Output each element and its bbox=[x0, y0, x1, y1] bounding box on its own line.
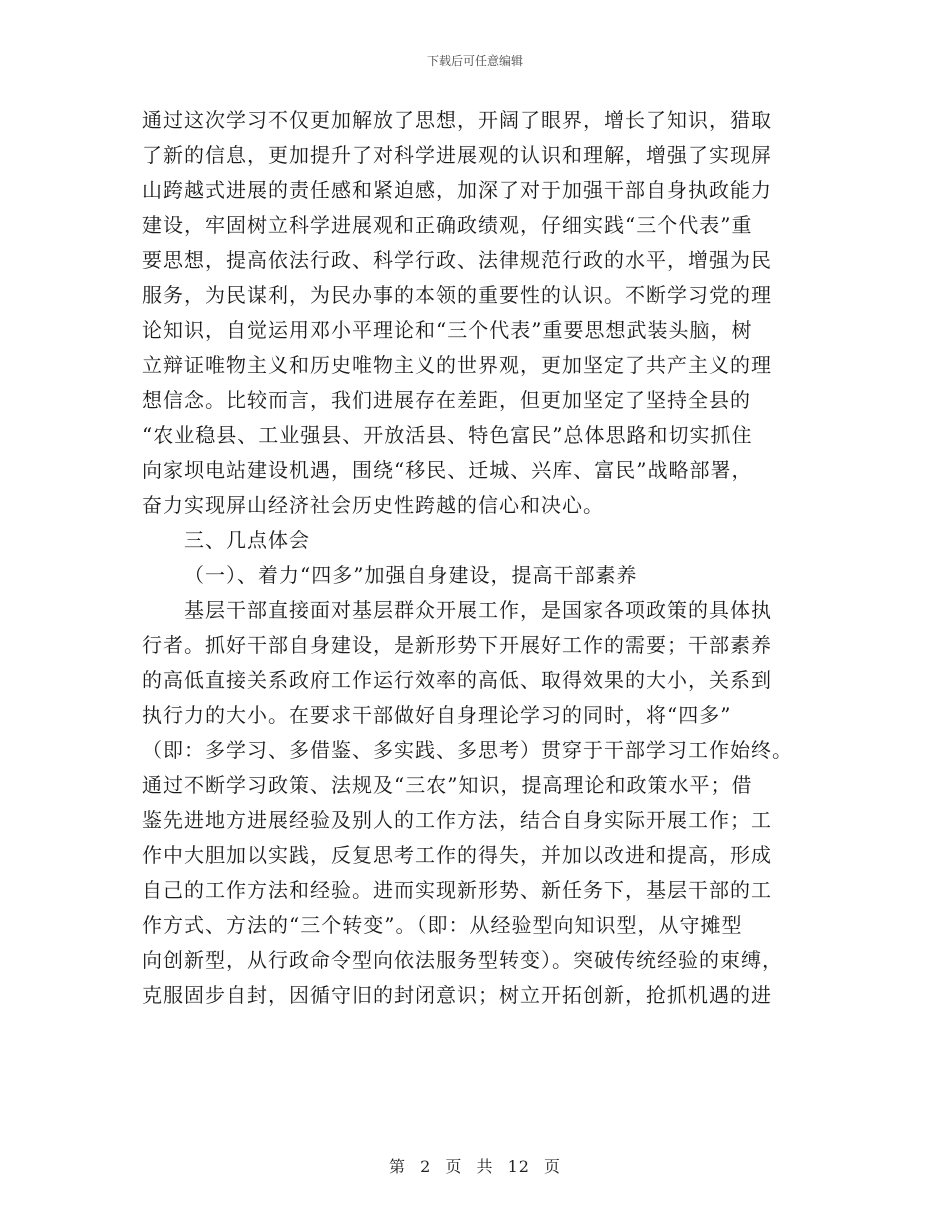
footer-total-label: 共 bbox=[476, 1157, 494, 1176]
paragraph-line: 山跨越式进展的责任感和紧迫感，加深了对于加强干部自身执政能力 bbox=[142, 178, 772, 202]
paragraph-line: 自己的工作方法和经验。进而实现新形势、新任务下，基层干部的工 bbox=[142, 878, 772, 902]
paragraph-line: 论知识，自觉运用邓小平理论和“三个代表”重要思想武装头脑，树 bbox=[142, 318, 753, 342]
paragraph-line: 要思想，提高依法行政、科学行政、法律规范行政的水平，增强为民 bbox=[142, 248, 772, 272]
total-page-count: 12 bbox=[507, 1157, 530, 1176]
paragraph-line: 作中大胆加以实践，反复思考工作的得失，并加以改进和提高，形成 bbox=[142, 843, 772, 867]
paragraph-line: 鉴先进地方进展经验及别人的工作方法，结合自身实际开展工作；工 bbox=[142, 808, 772, 832]
paragraph-line: 通过这次学习不仅更加解放了思想，开阔了眼界，增长了知识，猎取 bbox=[142, 108, 772, 132]
footer-mid: 页 bbox=[445, 1157, 463, 1176]
paragraph-line: 克服固步自封，因循守旧的封闭意识；树立开拓创新，抢抓机遇的进 bbox=[142, 983, 772, 1007]
current-page-number: 2 bbox=[420, 1157, 432, 1176]
paragraph-line: 通过不断学习政策、法规及“三农”知识，提高理论和政策水平；借 bbox=[142, 773, 753, 797]
paragraph-line: 了新的信息，更加提升了对科学进展观的认识和理解，增强了实现屏 bbox=[142, 143, 772, 167]
paragraph-line: 服务，为民谋利，为民办事的本领的重要性的认识。不断学习党的理 bbox=[142, 283, 772, 307]
body-text bbox=[142, 103, 832, 1013]
paragraph-line: 作方式、方法的“三个转变”。（即：从经验型向知识型，从守摊型 bbox=[142, 913, 743, 937]
footer-prefix: 第 bbox=[388, 1157, 406, 1176]
paragraph-line: 奋力实现屏山经济社会历史性跨越的信心和决心。 bbox=[142, 493, 604, 517]
paragraph-line: 向家坝电站建设机遇，围绕“移民、迁城、兴库、富民”战略部署， bbox=[142, 458, 753, 482]
paragraph-line: 立辩证唯物主义和历史唯物主义的世界观，更加坚定了共产主义的理 bbox=[142, 353, 772, 377]
paragraph-line: 建设，牢固树立科学进展观和正确政绩观，仔细实践“三个代表”重 bbox=[142, 213, 753, 237]
paragraph-line: 行者。抓好干部自身建设，是新形势下开展好工作的需要；干部素养 bbox=[142, 633, 772, 657]
paragraph-line: 的高低直接关系政府工作运行效率的高低、取得效果的大小，关系到 bbox=[142, 668, 772, 692]
paragraph-line: 基层干部直接面对基层群众开展工作，是国家各项政策的具体执 bbox=[184, 598, 772, 622]
page-footer bbox=[0, 1154, 950, 1177]
paragraph-line: （即：多学习、多借鉴、多实践、多思考）贯穿于干部学习工作始终。 bbox=[142, 738, 793, 762]
header-note: 下载后可任意编辑 bbox=[426, 54, 523, 68]
section-heading: 三、几点体会 bbox=[184, 528, 310, 552]
paragraph-line: 向创新型，从行政命令型向依法服务型转变）。突破传统经验的束缚， bbox=[142, 948, 783, 972]
paragraph-line: “农业稳县、工业强县、开放活县、特色富民”总体思路和切实抓住 bbox=[142, 423, 753, 447]
footer-suffix: 页 bbox=[544, 1157, 562, 1176]
paragraph-line: 想信念。比较而言，我们进展存在差距，但更加坚定了坚持全县的 bbox=[142, 388, 751, 412]
subsection-heading: （一）、着力“四多”加强自身建设，提高干部素养 bbox=[184, 563, 638, 587]
paragraph-line: 执行力的大小。在要求干部做好自身理论学习的同时，将“四多” bbox=[142, 703, 732, 727]
